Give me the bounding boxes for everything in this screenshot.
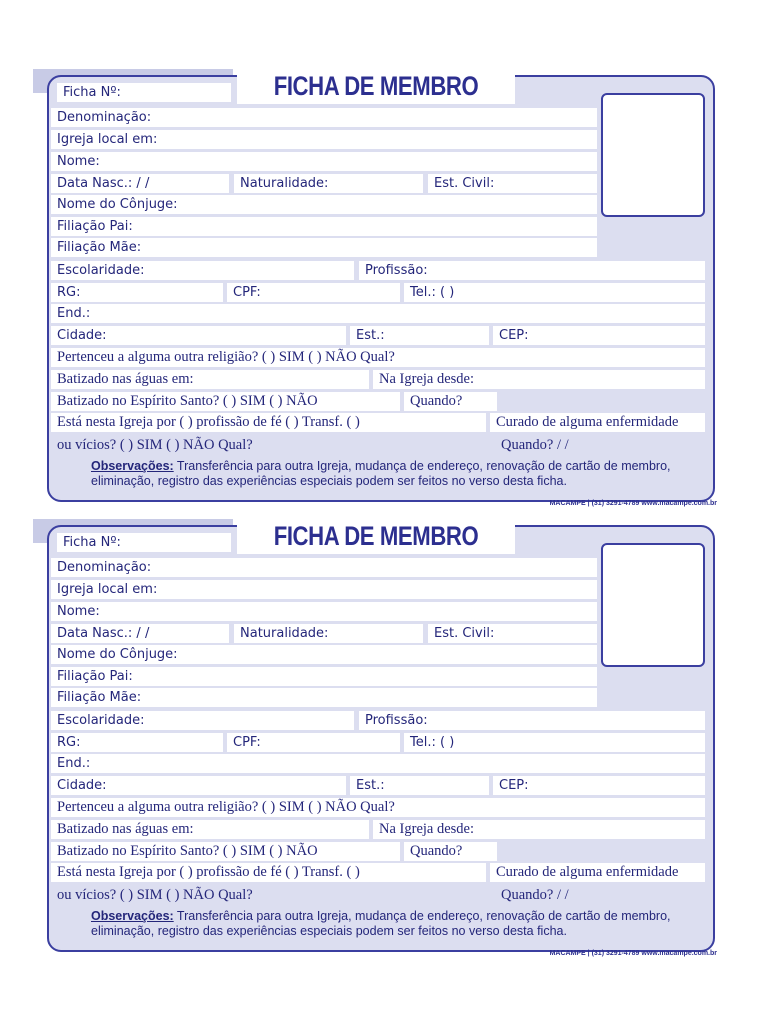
field-rg[interactable]: RG: bbox=[51, 733, 223, 752]
field-quando-cura[interactable]: Quando? / / bbox=[501, 437, 569, 453]
field-cidade[interactable]: Cidade: bbox=[51, 326, 346, 345]
field-filiacao-pai[interactable]: Filiação Pai: bbox=[51, 667, 597, 686]
field-outra-religiao[interactable]: Pertenceu a alguma outra religião? ( ) SIM ( ) NÃO Qual? bbox=[51, 798, 705, 817]
field-vicios[interactable]: ou vícios? ( ) SIM ( ) NÃO Qual? bbox=[57, 887, 253, 903]
form-title: FICHA DE MEMBRO bbox=[273, 71, 479, 101]
field-escolaridade[interactable]: Escolaridade: bbox=[51, 711, 354, 730]
field-nome[interactable]: Nome: bbox=[51, 602, 597, 621]
field-est-civil[interactable]: Est. Civil: bbox=[428, 174, 597, 193]
field-rg[interactable]: RG: bbox=[51, 283, 223, 302]
field-conjuge[interactable]: Nome do Cônjuge: bbox=[51, 645, 597, 664]
field-batizado-espirito[interactable]: Batizado no Espírito Santo? ( ) SIM ( ) NÃO bbox=[51, 842, 400, 861]
field-naturalidade[interactable]: Naturalidade: bbox=[234, 174, 423, 193]
field-nome[interactable]: Nome: bbox=[51, 152, 597, 171]
field-quando-batismo[interactable]: Quando? bbox=[404, 842, 497, 861]
field-nesta-igreja-por[interactable]: Está nesta Igreja por ( ) profissão de fé ( ) Transf. ( ) bbox=[51, 863, 486, 882]
field-na-igreja-desde[interactable]: Na Igreja desde: bbox=[373, 370, 705, 389]
field-profissao[interactable]: Profissão: bbox=[359, 711, 705, 730]
field-tel[interactable]: Tel.: ( ) bbox=[404, 733, 705, 752]
field-est-civil[interactable]: Est. Civil: bbox=[428, 624, 597, 643]
observations-text: Transferência para outra Igreja, mudança de endereço, renovação de cartão de membro, eliminação, registro das experiências especiais podem ser feitos no verso desta ficha. bbox=[91, 909, 671, 938]
field-curado[interactable]: Curado de alguma enfermidade bbox=[490, 863, 705, 882]
member-form-card-2 bbox=[33, 514, 731, 962]
publisher-footer: MACAMPE | (31) 3291-4789 www.macampe.com.br bbox=[549, 950, 717, 957]
field-conjuge[interactable]: Nome do Cônjuge: bbox=[51, 195, 597, 214]
observations-note bbox=[91, 459, 691, 489]
field-cpf[interactable]: CPF: bbox=[227, 283, 400, 302]
field-filiacao-mae[interactable]: Filiação Mãe: bbox=[51, 688, 597, 707]
field-batizado-aguas[interactable]: Batizado nas águas em: bbox=[51, 370, 369, 389]
field-denominacao[interactable]: Denominação: bbox=[51, 108, 597, 127]
field-curado[interactable]: Curado de alguma enfermidade bbox=[490, 413, 705, 432]
field-batizado-espirito[interactable]: Batizado no Espírito Santo? ( ) SIM ( ) NÃO bbox=[51, 392, 400, 411]
field-cpf[interactable]: CPF: bbox=[227, 733, 400, 752]
photo-box[interactable] bbox=[601, 93, 705, 217]
field-profissao[interactable]: Profissão: bbox=[359, 261, 705, 280]
observations-label: Observações: bbox=[91, 459, 174, 473]
field-ficha[interactable]: Ficha Nº: bbox=[57, 533, 231, 552]
field-cep[interactable]: CEP: bbox=[493, 326, 705, 345]
observations-label: Observações: bbox=[91, 909, 174, 923]
field-naturalidade[interactable]: Naturalidade: bbox=[234, 624, 423, 643]
field-outra-religiao[interactable]: Pertenceu a alguma outra religião? ( ) SIM ( ) NÃO Qual? bbox=[51, 348, 705, 367]
member-form-card-1 bbox=[33, 64, 731, 512]
field-na-igreja-desde[interactable]: Na Igreja desde: bbox=[373, 820, 705, 839]
field-cep[interactable]: CEP: bbox=[493, 776, 705, 795]
form-title: FICHA DE MEMBRO bbox=[273, 521, 479, 551]
photo-box[interactable] bbox=[601, 543, 705, 667]
field-quando-cura[interactable]: Quando? / / bbox=[501, 887, 569, 903]
field-denominacao[interactable]: Denominação: bbox=[51, 558, 597, 577]
field-batizado-aguas[interactable]: Batizado nas águas em: bbox=[51, 820, 369, 839]
field-filiacao-mae[interactable]: Filiação Mãe: bbox=[51, 238, 597, 257]
field-data-nasc[interactable]: Data Nasc.: / / bbox=[51, 624, 229, 643]
field-quando-batismo[interactable]: Quando? bbox=[404, 392, 497, 411]
field-estado[interactable]: Est.: bbox=[350, 776, 489, 795]
field-tel[interactable]: Tel.: ( ) bbox=[404, 283, 705, 302]
field-cidade[interactable]: Cidade: bbox=[51, 776, 346, 795]
field-igreja-local[interactable]: Igreja local em: bbox=[51, 580, 597, 599]
field-estado[interactable]: Est.: bbox=[350, 326, 489, 345]
field-escolaridade[interactable]: Escolaridade: bbox=[51, 261, 354, 280]
field-nesta-igreja-por[interactable]: Está nesta Igreja por ( ) profissão de fé ( ) Transf. ( ) bbox=[51, 413, 486, 432]
field-filiacao-pai[interactable]: Filiação Pai: bbox=[51, 217, 597, 236]
field-igreja-local[interactable]: Igreja local em: bbox=[51, 130, 597, 149]
field-vicios[interactable]: ou vícios? ( ) SIM ( ) NÃO Qual? bbox=[57, 437, 253, 453]
field-ficha[interactable]: Ficha Nº: bbox=[57, 83, 231, 102]
observations-note bbox=[91, 909, 691, 939]
field-endereco[interactable]: End.: bbox=[51, 754, 705, 773]
observations-text: Transferência para outra Igreja, mudança de endereço, renovação de cartão de membro, eliminação, registro das experiências especiais podem ser feitos no verso desta ficha. bbox=[91, 459, 671, 488]
field-endereco[interactable]: End.: bbox=[51, 304, 705, 323]
field-data-nasc[interactable]: Data Nasc.: / / bbox=[51, 174, 229, 193]
publisher-footer: MACAMPE | (31) 3291-4789 www.macampe.com.br bbox=[549, 500, 717, 507]
